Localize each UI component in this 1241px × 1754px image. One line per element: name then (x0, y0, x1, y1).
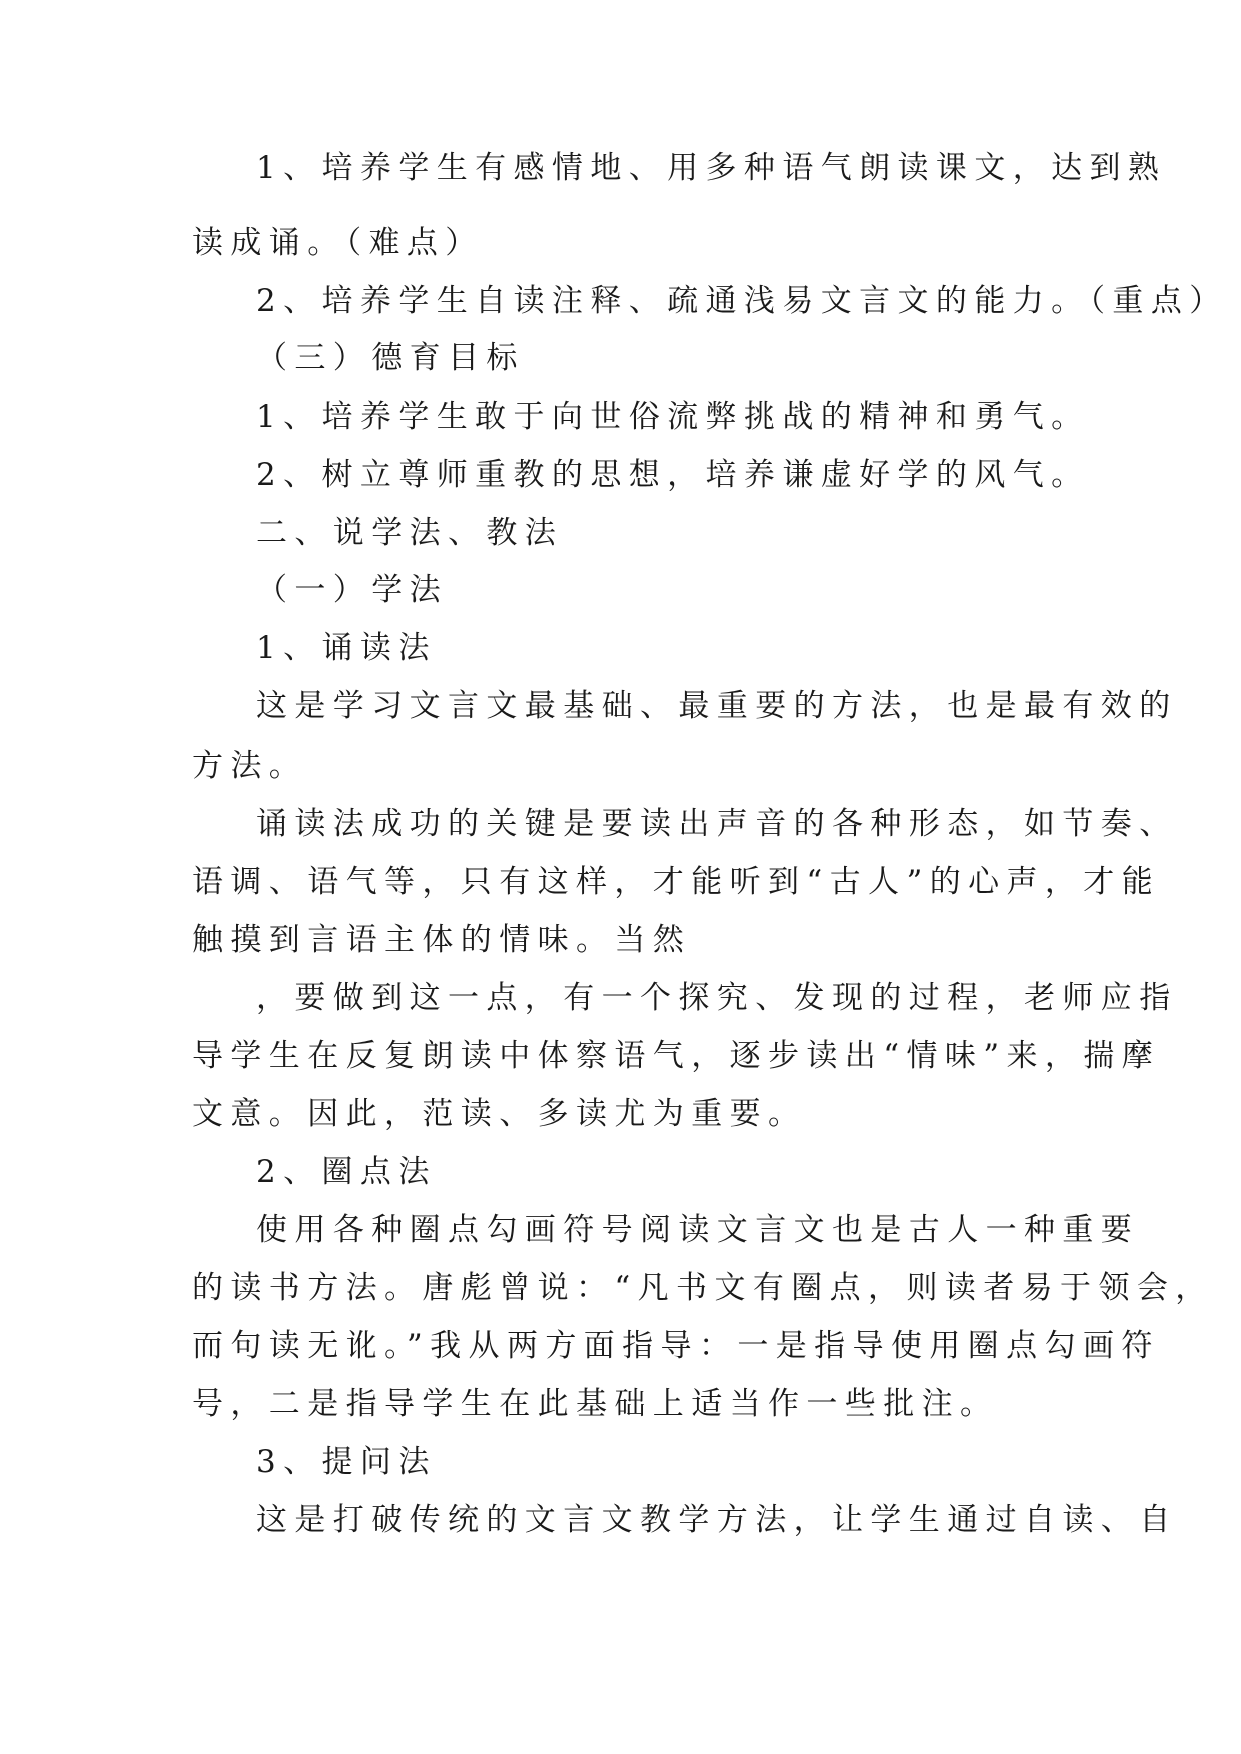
text-line: 的读书方法。唐彪曾说：“凡书文有圈点，则读者易于领会， (192, 1270, 1214, 1306)
section-heading: （一）学法 (256, 572, 448, 608)
text-line: 这是学习文言文最基础、最重要的方法，也是最有效的 (256, 688, 1178, 724)
text-line: 使用各种圈点勾画符号阅读文言文也是古人一种重要 (256, 1212, 1140, 1248)
text-line: 而句读无讹。”我从两方面指导：一是指导使用圈点勾画符 (192, 1328, 1160, 1364)
section-heading: （三）德育目标 (256, 340, 525, 376)
text-line: 1、培养学生有感情地、用多种语气朗读课文，达到熟 (256, 150, 1167, 186)
text-line: 语调、语气等，只有这样，才能听到“古人”的心声，才能 (192, 864, 1161, 900)
text-line: 读成诵。（难点） (192, 225, 484, 261)
text-line: 诵读法成功的关键是要读出声音的各种形态，如节奏、 (256, 806, 1178, 842)
text-line: 2、培养学生自读注释、疏通浅易文言文的能力。（重点） (256, 283, 1228, 319)
text-line: 方法。 (192, 748, 308, 784)
text-line: 号，二是指导学生在此基础上适当作一些批注。 (192, 1386, 999, 1422)
text-line: 这是打破传统的文言文教学方法，让学生通过自读、自 (256, 1502, 1178, 1538)
section-heading: 1、诵读法 (256, 630, 437, 666)
section-heading: 3、提问法 (256, 1444, 437, 1480)
text-line: 1、培养学生敢于向世俗流弊挑战的精神和勇气。 (256, 399, 1090, 435)
text-line: 文意。因此，范读、多读尤为重要。 (192, 1096, 807, 1132)
text-line: 2、树立尊师重教的思想，培养谦虚好学的风气。 (256, 457, 1090, 493)
text-line: 导学生在反复朗读中体察语气，逐步读出“情味”来，揣摩 (192, 1038, 1161, 1074)
section-heading: 二、说学法、教法 (256, 515, 564, 551)
text-line: ，要做到这一点，有一个探究、发现的过程，老师应指 (256, 980, 1178, 1016)
section-heading: 2、圈点法 (256, 1154, 437, 1190)
text-line: 触摸到言语主体的情味。当然 (192, 922, 692, 958)
